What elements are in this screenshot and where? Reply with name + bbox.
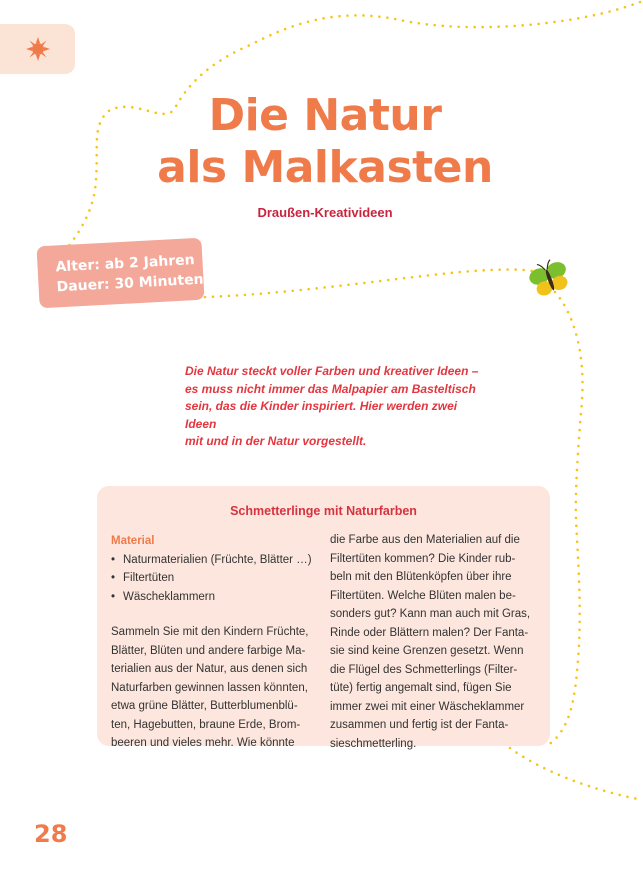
butterfly-icon xyxy=(528,258,572,302)
activity-box xyxy=(97,486,550,750)
body-line: Rinde oder Blättern malen? Der Fanta- xyxy=(330,626,529,639)
sun-icon xyxy=(25,36,51,62)
material-item-text: Wäscheklammern xyxy=(123,590,216,603)
title-line-1: Die Natur xyxy=(208,90,442,141)
material-item-text: Naturmaterialien (Früchte, Blätter …) xyxy=(123,553,312,566)
body-line: beeren und vieles mehr. Wie könnte xyxy=(111,737,295,749)
material-item: • Wäscheklammern xyxy=(111,588,326,607)
body-line: Blätter, Blüten und andere farbige Ma- xyxy=(111,644,306,657)
intro-line: mit und in der Natur vorgestellt. xyxy=(185,434,367,448)
page-title xyxy=(150,90,500,194)
age-text: Alter: ab 2 Jahren xyxy=(55,252,196,276)
material-item: • Naturmaterialien (Früchte, Blätter …) xyxy=(111,551,326,570)
body-line: immer zwei mit einer Wäscheklammer xyxy=(330,700,525,713)
subtitle: Draußen-Kreativideen xyxy=(257,205,393,220)
intro-line: sein, das die Kinder inspiriert. Hier werden zwei Ideen xyxy=(185,399,458,431)
left-column xyxy=(111,532,326,753)
intro-line: es muss nicht immer das Malpapier am Basteltisch xyxy=(185,381,476,396)
body-line: Filtertüten. Welche Blüten malen be- xyxy=(330,589,516,602)
body-line: sie sind keine Grenzen gesetzt. Wenn xyxy=(330,645,524,657)
duration-text: Dauer: 30 Minuten xyxy=(56,271,204,296)
intro-line: Die Natur steckt voller Farben und kreativer Ideen – xyxy=(185,364,479,378)
right-column xyxy=(330,531,545,753)
body-line: die Farbe aus den Materialien auf die xyxy=(330,534,520,546)
body-line: Sammeln Sie mit den Kindern Früchte, xyxy=(111,626,309,638)
body-line: terialien aus der Natur, aus denen sich xyxy=(111,663,308,675)
body-line: sieschmetterling. xyxy=(330,737,417,750)
intro-text xyxy=(185,363,485,451)
body-line: die Flügel des Schmetterlings (Filter- xyxy=(330,663,518,676)
body-line: beln mit den Blütenköpfen über ihre xyxy=(330,571,512,583)
activity-title: Schmetterlinge mit Naturfarben xyxy=(230,504,417,518)
sun-tab xyxy=(0,24,75,74)
body-line: tüte) fertig angemalt sind, fügen Sie xyxy=(330,682,512,694)
body-line: ten, Hagebutten, braune Erde, Brom- xyxy=(111,718,301,731)
body-line: zusammen und fertig ist der Fanta- xyxy=(330,719,509,731)
body-line: Filtertüten kommen? Die Kinder rub- xyxy=(330,552,516,565)
body-line: etwa grüne Blätter, Butterblumenblü- xyxy=(111,700,298,712)
material-heading: Material xyxy=(111,535,155,547)
page-number: 28 xyxy=(34,820,68,848)
info-badge xyxy=(36,238,204,309)
body-line: sonders gut? Kann man auch mit Gras, xyxy=(330,608,531,620)
title-line-2: als Malkasten xyxy=(157,142,493,193)
material-item: • Filtertüten xyxy=(111,569,326,588)
body-line: Naturfarben gewinnen lassen könnten, xyxy=(111,681,308,694)
material-item-text: Filtertüten xyxy=(123,572,175,584)
